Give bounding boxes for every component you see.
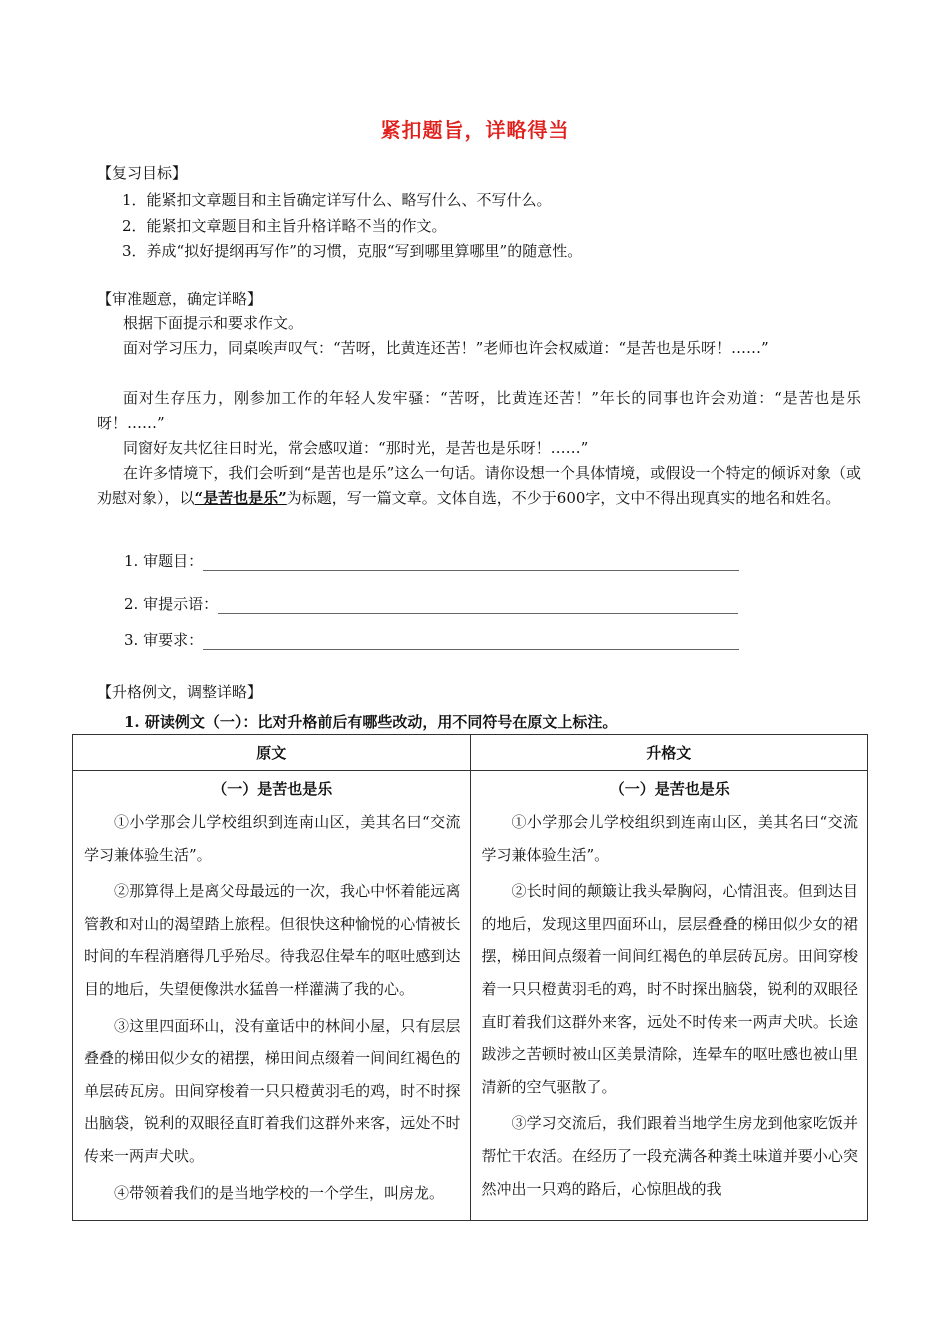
upgraded-essay-title: （一）是苦也是乐 — [609, 780, 730, 798]
upgraded-paragraph: ③学习交流后，我们跟着当地学生房龙到他家吃饭并帮忙干农活。在经历了一段充满各种粪土味道并要小心突然冲出一只鸡的路后，心惊胆战的我 — [481, 1114, 858, 1198]
prompt-paragraph-friends: 同窗好友共忆往日时光，常会感叹道：“那时光，是苦也是乐呀！……” — [123, 439, 589, 457]
original-paragraph: ②那算得上是离父母最远的一次，我心中怀着能远离管教和对山的渴望踏上旅程。但很快这种愉悦的心情被长时间的车程消磨得几乎殆尽。待我忍住晕车的呕吐感到达目的地后，失望便像洪水猛兽一样灌满了我的心。 — [84, 882, 461, 998]
original-paragraph: ③这里四面环山，没有童话中的林间小屋，只有层层叠叠的梯田似少女的裙摆，梯田间点缀着一间间红褐色的单层砖瓦房。田间穿梭着一只只橙黄羽毛的鸡，时不时探出脑袋，锐利的双眼径直盯着我们这群外来客，远处不时传来一两声犬吠。 — [84, 1016, 461, 1165]
requirements-text-before: 在许多情境下，我们会听到“是苦也是乐”这么一句话。请你设想一个具体情境，或假设一个特定的倾诉对象（或劝慰对象），以 — [97, 464, 861, 507]
fill-blank-hint[interactable] — [218, 597, 738, 614]
fill-row-hint — [124, 593, 738, 614]
fill-blank-title[interactable] — [203, 554, 739, 571]
examine-heading: 【审准题意，确定详略】 — [97, 290, 263, 308]
page-title: 紧扣题旨，详略得当 — [380, 118, 570, 142]
table-header-row — [73, 735, 868, 771]
requirements-text-after: 为标题，写一篇文章。文体自选，不少于600字，文中不得出现真实的地名和姓名。 — [286, 489, 841, 507]
upgrade-heading: 【升格例文，调整详略】 — [97, 683, 263, 701]
upgraded-paragraph: ①小学那会儿学校组织到连南山区，美其名曰“交流学习兼体验生活”。 — [481, 813, 858, 864]
fill-row-requirements — [124, 629, 739, 650]
column-header-upgraded: 升格文 — [470, 735, 868, 771]
prompt-paragraph-work: 面对生存压力，刚参加工作的年轻人发牢骚：“苦呀，比黄连还苦！”年长的同事也许会劝道：“是苦也是乐呀！……” — [97, 389, 861, 432]
prompt-paragraph-study: 面对学习压力，同桌唉声叹气：“苦呀，比黄连还苦！”老师也许会权威道：“是苦也是乐呀！……” — [123, 339, 769, 357]
essay-topic: “是苦也是乐” — [194, 489, 287, 507]
fill-label-hint: 2. 审提示语： — [124, 595, 219, 613]
upgraded-essay-cell — [470, 771, 868, 1221]
table-content-row — [73, 771, 868, 1221]
original-paragraph: ④带领着我们的是当地学校的一个学生，叫房龙。 — [114, 1183, 445, 1202]
comparison-table — [72, 734, 868, 1221]
review-item-3: 3．养成“拟好提纲再写作”的习惯，克服“写到哪里算哪里”的随意性。 — [122, 242, 583, 260]
fill-blank-requirements[interactable] — [203, 633, 739, 650]
column-header-original: 原文 — [73, 735, 471, 771]
original-paragraph: ①小学那会儿学校组织到连南山区，美其名曰“交流学习兼体验生活”。 — [84, 813, 461, 864]
prompt-intro: 根据下面提示和要求作文。 — [123, 314, 304, 332]
upgrade-task: 1. 研读例文（一）：比对升格前后有哪些改动，用不同符号在原文上标注。 — [124, 713, 618, 731]
fill-row-title — [124, 550, 739, 571]
fill-label-requirements: 3. 审要求： — [124, 631, 204, 649]
review-heading: 【复习目标】 — [97, 164, 188, 182]
original-essay-cell — [73, 771, 471, 1221]
review-item-2: 2．能紧扣文章题目和主旨升格详略不当的作文。 — [122, 217, 447, 235]
prompt-paragraph-requirements — [97, 461, 861, 511]
upgraded-paragraph: ②长时间的颠簸让我头晕胸闷，心情沮丧。但到达目的地后，发现这里四面环山，层层叠叠的梯田似少女的裙摆，梯田间点缀着一间间红褐色的单层砖瓦房。田间穿梭着一只只橙黄羽毛的鸡，时不时探出脑袋，锐利的双眼径直盯着我们这群外来客，远处不时传来一两声犬吠。长途跋涉之苦顿时被山区美景清除，连晕车的呕吐感也被山里清新的空气驱散了。 — [481, 882, 858, 1096]
review-item-1: 1．能紧扣文章题目和主旨确定详写什么、略写什么、不写什么。 — [122, 191, 552, 209]
original-essay-title: （一）是苦也是乐 — [212, 780, 333, 798]
fill-label-title: 1. 审题目： — [124, 552, 204, 570]
